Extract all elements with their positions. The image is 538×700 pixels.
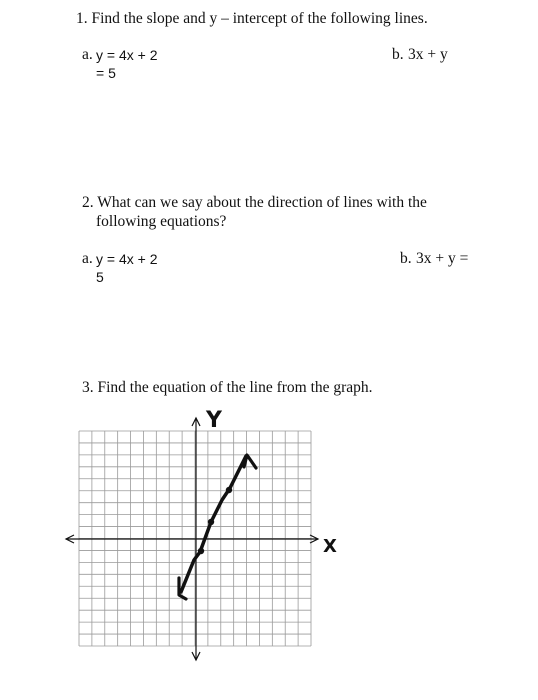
q1-a-equation-line2: = 5 <box>96 65 116 81</box>
q2-a-equation-line2: 5 <box>96 269 104 285</box>
x-axis-label: X <box>323 536 337 557</box>
q2-a-label: a. <box>82 250 93 267</box>
question-3-text: 3. Find the equation of the line from the graph. <box>82 379 373 396</box>
y-axis-label: Y <box>206 408 222 433</box>
q2-a-equation-line1: y = 4x + 2 <box>96 251 158 267</box>
plotted-point <box>198 548 204 554</box>
question-1-text: 1. Find the slope and y – intercept of the following lines. <box>76 10 428 27</box>
question-2-text-line1: 2. What can we say about the direction of lines with the <box>82 194 427 211</box>
plotted-point <box>226 487 232 493</box>
drawn-line <box>181 456 246 592</box>
q2-b-label: b. <box>400 250 412 267</box>
q1-b-equation: 3x + y <box>408 46 448 63</box>
q1-a-label: a. <box>82 46 93 63</box>
plotted-point <box>208 519 214 525</box>
q2-b-equation: 3x + y = <box>416 250 469 267</box>
question-2-text-line2: following equations? <box>96 213 227 230</box>
q1-b-label: b. <box>392 46 404 63</box>
drawn-line-top-arrow <box>244 455 256 468</box>
q1-a-equation-line1: y = 4x + 2 <box>96 47 158 63</box>
